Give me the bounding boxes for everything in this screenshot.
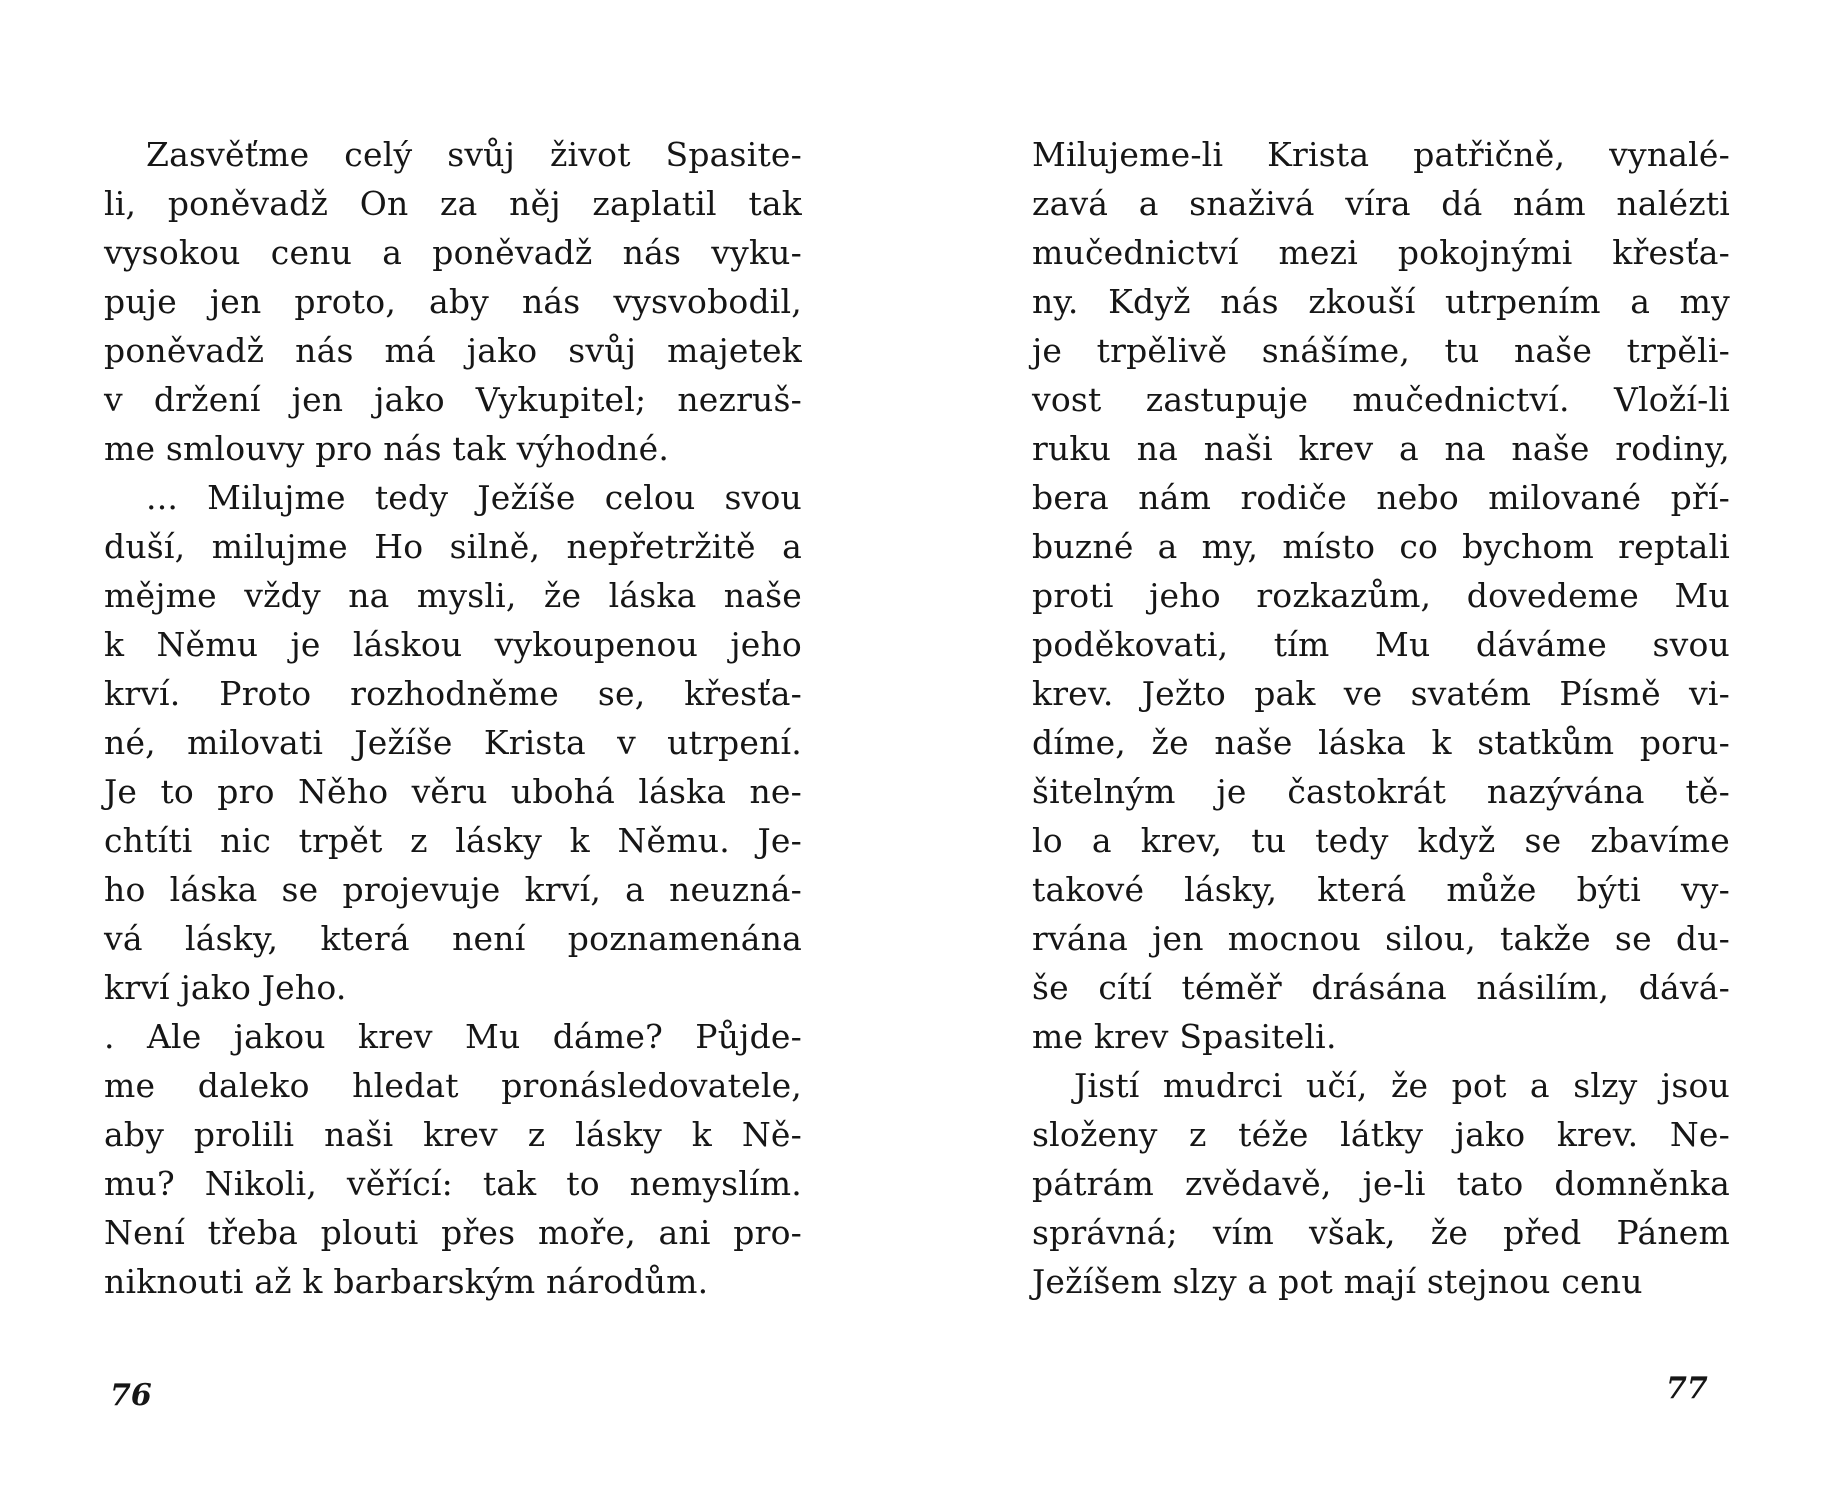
text-line: bera nám rodiče nebo milované pří- [1032, 478, 1730, 517]
text-line: krví. Proto rozhodněme se, křesťa- [104, 674, 802, 713]
text-line: šitelným je častokrát nazývána tě- [1032, 772, 1730, 811]
text-line: né, milovati Ježíše Krista v utrpení. [104, 723, 802, 762]
text-line: li, poněvadž On za něj zaplatil tak [104, 184, 802, 223]
text-line: krev. Ježto pak ve svatém Písmě vi- [1032, 674, 1730, 713]
text-line: mučednictví mezi pokojnými křesťa- [1032, 233, 1730, 272]
text-line: lo a krev, tu tedy když se zbavíme [1032, 821, 1730, 860]
text-line: takové lásky, která může býti vy- [1032, 870, 1730, 909]
text-line: ny. Když nás zkouší utrpením a my [1032, 282, 1730, 321]
text-line: puje jen proto, aby nás vysvobodil, [104, 282, 802, 321]
text-line: k Němu je láskou vykoupenou jeho [104, 625, 802, 664]
text-line: chtíti nic trpět z lásky k Němu. Je- [104, 821, 802, 860]
text-line: vá lásky, která není poznamenána [104, 919, 802, 958]
text-line: poněvadž nás má jako svůj majetek [104, 331, 802, 370]
text-line: v držení jen jako Vykupitel; nezruš- [104, 380, 802, 419]
text-line: ruku na naši krev a na naše rodiny, [1032, 429, 1730, 468]
page-right [914, 0, 1828, 1501]
page-number-left: 76 [110, 1378, 152, 1413]
text-line: me krev Spasiteli. [1032, 1017, 1337, 1056]
text-line: . Ale jakou krev Mu dáme? Půjde- [104, 1017, 802, 1056]
paragraph [1032, 1061, 1730, 1306]
text-line: me smlouvy pro nás tak výhodné. [104, 429, 670, 468]
paragraph [1032, 130, 1730, 1061]
text-line: Milujeme-li Krista patřičně, vynalé- [1032, 135, 1730, 174]
page-right-text-block [1032, 130, 1730, 1306]
text-line: Zasvěťme celý svůj život Spasite- [146, 135, 802, 174]
text-line: vost zastupuje mučednictví. Vloží-li [1032, 380, 1730, 419]
text-line: še cítí téměř drásána násilím, dává- [1032, 968, 1730, 1007]
text-line: pátrám zvědavě, je-li tato domněnka [1032, 1164, 1730, 1203]
text-line: složeny z téže látky jako krev. Ne- [1032, 1115, 1730, 1154]
text-line: zavá a snaživá víra dá nám nalézti [1032, 184, 1730, 223]
text-line: správná; vím však, že před Pánem [1032, 1213, 1730, 1252]
text-line: mu? Nikoli, věřící: tak to nemyslím. [104, 1164, 802, 1203]
text-line: Jistí mudrci učí, že pot a slzy jsou [1074, 1066, 1730, 1105]
text-line: mějme vždy na mysli, že láska naše [104, 576, 802, 615]
text-line: ho láska se projevuje krví, a neuzná- [104, 870, 802, 909]
text-line: proti jeho rozkazům, dovedeme Mu [1032, 576, 1730, 615]
text-line: díme, že naše láska k statkům poru- [1032, 723, 1730, 762]
text-line: me daleko hledat pronásledovatele, [104, 1066, 802, 1105]
text-line: Není třeba plouti přes moře, ani pro- [104, 1213, 802, 1252]
text-line: ... Milujme tedy Ježíše celou svou [146, 478, 802, 517]
text-line: buzné a my, místo co bychom reptali [1032, 527, 1730, 566]
page-left-text-block [104, 130, 802, 1306]
text-line: je trpělivě snášíme, tu naše trpěli- [1032, 331, 1730, 370]
text-line: duší, milujme Ho silně, nepřetržitě a [104, 527, 802, 566]
text-line: niknouti až k barbarským národům. [104, 1262, 709, 1301]
text-line: vysokou cenu a poněvadž nás vyku- [104, 233, 802, 272]
text-line: krví jako Jeho. [104, 968, 347, 1007]
text-line: rvána jen mocnou silou, takže se du- [1032, 919, 1730, 958]
page-number-right: 77 [1666, 1371, 1708, 1406]
text-line: aby prolili naši krev z lásky k Ně- [104, 1115, 802, 1154]
paragraph [104, 1012, 802, 1306]
paragraph [104, 473, 802, 1012]
text-line: Je to pro Něho věru ubohá láska ne- [104, 772, 802, 811]
paragraph [104, 130, 802, 473]
text-line: poděkovati, tím Mu dáváme svou [1032, 625, 1730, 664]
text-line: Ježíšem slzy a pot mají stejnou cenu [1032, 1262, 1643, 1301]
